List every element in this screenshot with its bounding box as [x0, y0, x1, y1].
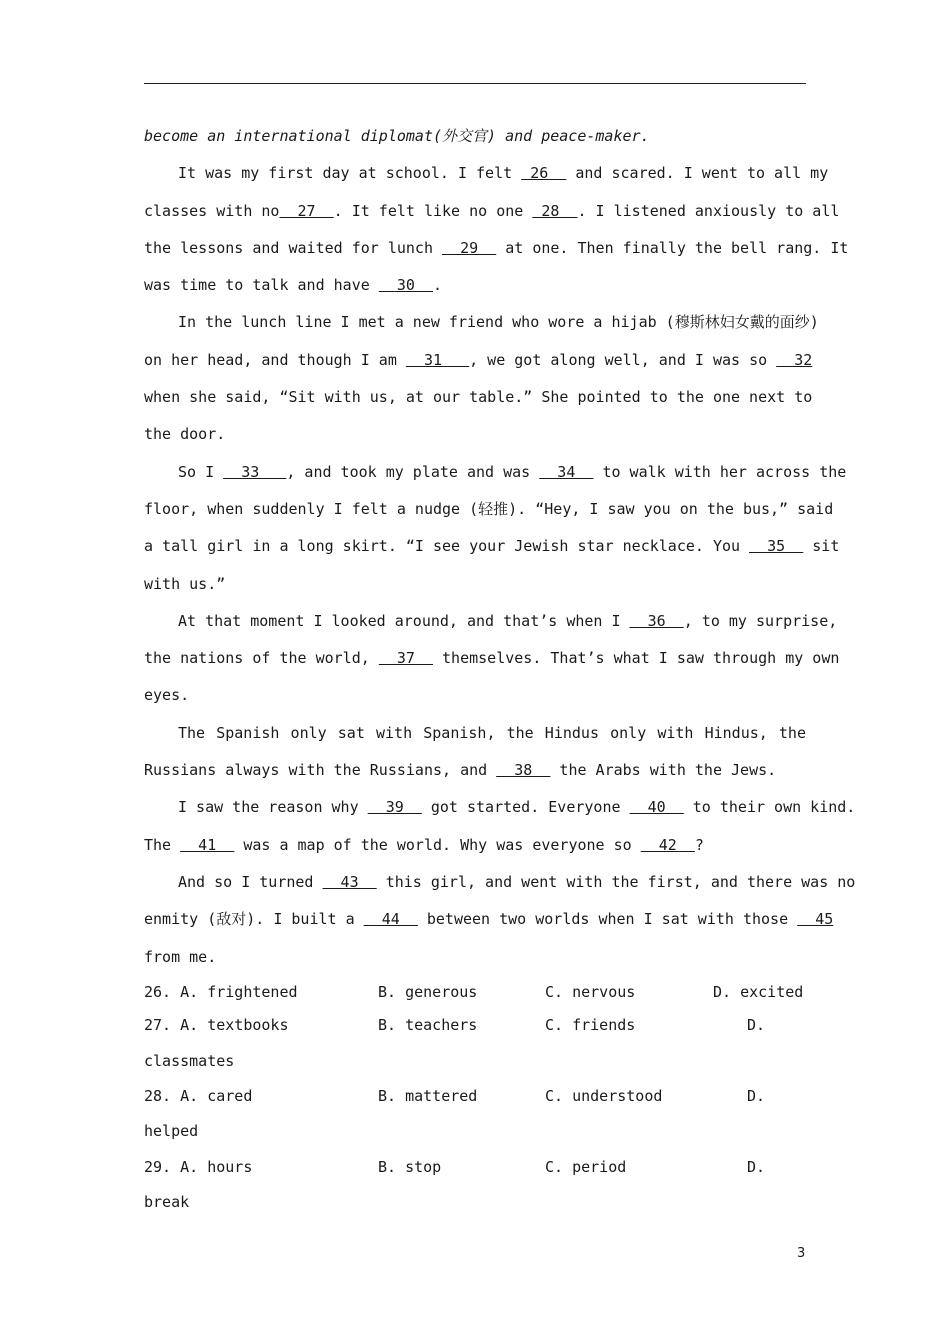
answer-blank: 45 [797, 910, 834, 929]
question-27 [144, 1009, 806, 1080]
passage-text: , and took my plate and was [286, 462, 540, 481]
passage-text: floor, when suddenly I felt a nudge (轻推). “Hey, I saw you on the bus,” said [144, 499, 834, 518]
passage-text: was a map of the world. Why was everyone so [234, 835, 641, 854]
passage-text: In the lunch line I met a new friend who wore a hijab (穆斯林妇女戴的面纱) [178, 313, 819, 332]
question-26 [144, 976, 806, 1009]
option-b: B. generous [378, 982, 478, 1001]
answer-blank: 36 [629, 611, 684, 630]
answer-blank: 27 [279, 201, 334, 220]
passage-line [144, 939, 806, 976]
option-b: B. teachers [378, 1016, 478, 1035]
answer-blank: 42 [640, 835, 695, 854]
passage-text: this girl, and went with the first, and there was no [376, 872, 856, 891]
passage [144, 118, 856, 1221]
passage-line [144, 118, 806, 155]
option-a: 27. A. textbooks [144, 1016, 289, 1035]
passage-text: with us.” [144, 574, 226, 593]
header-rule [144, 83, 806, 84]
passage-line [144, 155, 829, 192]
passage-text: at one. Then finally the bell rang. It [496, 238, 849, 257]
option-b: B. stop [378, 1157, 442, 1176]
option-d-text: break [144, 1192, 190, 1211]
passage-text: And so I turned [178, 872, 323, 891]
question-29 [144, 1151, 806, 1222]
passage-line [144, 752, 806, 789]
passage-line [144, 416, 806, 453]
answer-blank: 32 [776, 350, 813, 369]
passage-line [144, 901, 834, 938]
option-a: 26. A. frightened [144, 982, 298, 1001]
option-a: 29. A. hours [144, 1157, 253, 1176]
passage-line [144, 864, 856, 901]
option-b: B. mattered [378, 1086, 478, 1105]
passage-text: the lessons and waited for lunch [144, 238, 443, 257]
passage-line [144, 193, 840, 230]
answer-blank: 40 [629, 798, 684, 817]
passage-text: on her head, and though I am [144, 350, 406, 369]
passage-line [144, 491, 834, 528]
option-d: D. [747, 1086, 766, 1105]
passage-line [144, 342, 813, 379]
passage-line [144, 827, 806, 864]
answer-blank: 28 [532, 201, 578, 220]
passage-text: , to my surprise, [683, 611, 838, 630]
passage-text: . I listened anxiously to all [577, 201, 840, 220]
option-d: D. excited [713, 982, 804, 1001]
passage-line [144, 715, 806, 752]
answer-blank: 38 [496, 761, 551, 780]
passage-line [144, 603, 838, 640]
option-d: D. [747, 1016, 766, 1035]
passage-text: The Spanish only sat with Spanish, the Hindus only with Hindus, the [178, 723, 806, 742]
option-a: 28. A. cared [144, 1086, 253, 1105]
passage-text: ? [694, 835, 704, 854]
passage-text: . [433, 276, 443, 295]
answer-blank: 35 [749, 537, 804, 556]
option-d-text: classmates [144, 1051, 235, 1070]
answer-blank: 39 [367, 798, 422, 817]
passage-line [144, 528, 840, 565]
passage-line [144, 379, 813, 416]
passage-text: to walk with her across the [593, 462, 847, 481]
answer-blank: 30 [378, 276, 433, 295]
passage-line [144, 454, 847, 491]
passage-text: themselves. That’s what I saw through my own [433, 649, 840, 668]
passage-text: , we got along well, and I was so [469, 350, 777, 369]
question-28 [144, 1080, 806, 1151]
option-d-text: helped [144, 1122, 199, 1141]
answer-blank: 26 [521, 164, 567, 183]
passage-text: At that moment I looked around, and that’s when I [178, 611, 630, 630]
option-c: C. nervous [545, 982, 636, 1001]
option-d: D. [747, 1157, 766, 1176]
passage-text: a tall girl in a long skirt. “I see your Jewish star necklace. You [144, 537, 750, 556]
passage-text: Russians always with the Russians, and [144, 761, 497, 780]
passage-text: the door. [144, 425, 226, 444]
option-c: C. period [545, 1157, 627, 1176]
passage-line [144, 566, 806, 603]
option-c: C. understood [545, 1086, 663, 1105]
passage-text: The [144, 835, 181, 854]
passage-text: enmity (敌对). I built a [144, 910, 364, 929]
options-row [144, 1009, 806, 1042]
passage-text: classes with no [144, 201, 280, 220]
passage-text: the nations of the world, [144, 649, 379, 668]
passage-text: to their own kind. [683, 798, 856, 817]
passage-line [144, 789, 856, 826]
options-row [144, 1151, 806, 1184]
answer-blank: 37 [378, 649, 433, 668]
option-c: C. friends [545, 1016, 636, 1035]
answer-blank: 33 [223, 462, 287, 481]
page-number: 3 [797, 1246, 806, 1261]
passage-text: eyes. [144, 686, 190, 705]
passage-line [144, 640, 840, 677]
passage-text: got started. Everyone [421, 798, 630, 817]
passage-text: the Arabs with the Jews. [550, 761, 777, 780]
answer-blank: 43 [322, 872, 377, 891]
passage-line [144, 230, 849, 267]
answer-blank: 41 [180, 835, 235, 854]
passage-text: sit [803, 537, 840, 556]
passage-text: when she said, “Sit with us, at our table.” She pointed to the one next to [144, 388, 813, 407]
passage-text: . It felt like no one [333, 201, 533, 220]
passage-text: So I [178, 462, 224, 481]
passage-text: become an international diplomat(外交官) and peace-maker. [144, 127, 650, 145]
passage-text: and scared. I went to all my [566, 164, 829, 183]
answer-blank: 31 [405, 350, 470, 369]
passage-line [144, 677, 806, 714]
passage-text: between two worlds when I sat with those [417, 910, 798, 929]
passage-line [144, 267, 806, 304]
passage-text: I saw the reason why [178, 798, 368, 817]
answer-blank: 29 [442, 238, 497, 257]
passage-text: was time to talk and have [144, 276, 379, 295]
passage-line [144, 304, 819, 341]
answer-blank: 44 [363, 910, 418, 929]
options-row [144, 1080, 806, 1113]
passage-text: It was my first day at school. I felt [178, 164, 522, 183]
options-row [144, 976, 806, 1009]
passage-text: from me. [144, 947, 217, 966]
answer-blank: 34 [539, 462, 594, 481]
